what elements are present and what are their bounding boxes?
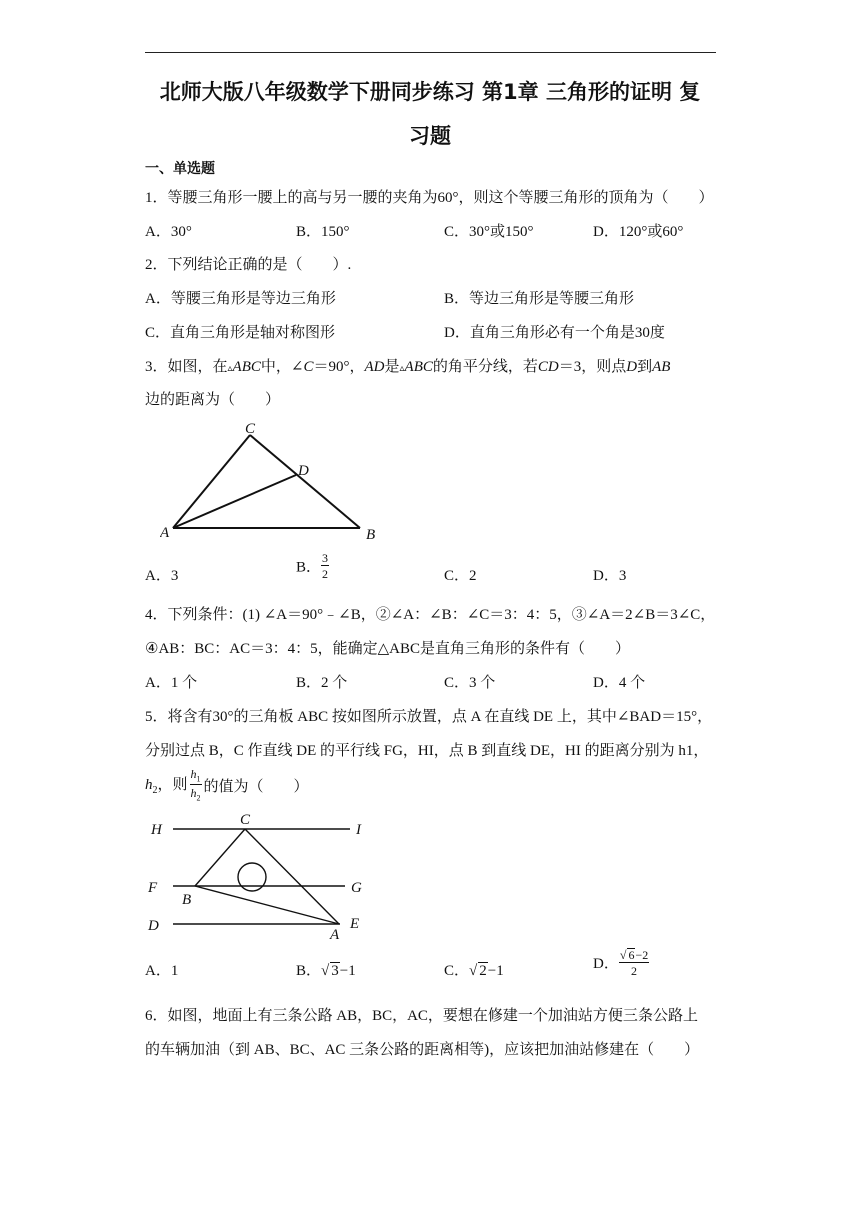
question-3-text-continued: 边的距离为（ ）	[145, 392, 281, 408]
q5-option-d[interactable]: D． $\frac{√ 6-2}{2}$	[593, 948, 649, 978]
q5-label-g: G	[351, 880, 362, 896]
q2-option-a[interactable]: A．等腰三角形是等边三角形	[145, 291, 336, 307]
q4-option-b[interactable]: B．2 个	[296, 675, 348, 691]
page-title-continued: 习题	[409, 124, 451, 148]
q5-label-b: B	[182, 892, 192, 908]
q5-label-i: I	[356, 822, 361, 838]
q5-label-a: A	[330, 927, 340, 940]
q3-option-b[interactable]: B． $\frac{3}{2}$	[296, 551, 329, 581]
q3-label-a: A	[160, 525, 170, 541]
q3-triangle-figure	[160, 415, 400, 545]
q3-label-d: D	[298, 463, 309, 479]
q3-option-c[interactable]: C．2	[444, 568, 477, 584]
q1-option-c[interactable]: C．30°或150°	[444, 224, 534, 240]
q5-option-c[interactable]: C．√ 2−1	[444, 963, 504, 979]
q5-option-b[interactable]: B．√ 3−1	[296, 963, 356, 979]
q5-label-e: E	[350, 916, 360, 932]
q5-label-h: H	[151, 822, 162, 838]
q4-option-c[interactable]: C．3 个	[444, 675, 496, 691]
q5-label-c: C	[240, 812, 251, 828]
q3-option-d[interactable]: D．3	[593, 568, 627, 584]
question-4-text-continued: ④AB：BC：AC＝3：4：5，能确定△ABC是直角三角形的条件有（ ）	[145, 641, 631, 657]
q3-label-b: B	[366, 527, 376, 543]
question-1-text: 1．等腰三角形一腰上的高与另一腰的夹角为60°，则这个等腰三角形的顶角为（ ）	[145, 190, 714, 206]
question-4-text: 4．下列条件：(1) ∠A＝90°﹣∠B，②∠A：∠B：∠C＝3：4：5，③∠A＝2∠B＝3∠C，	[145, 607, 716, 623]
q5-option-a[interactable]: A．1	[145, 963, 179, 979]
q1-option-d[interactable]: D．120°或60°	[593, 224, 684, 240]
question-3-text: 3．如图，在▵ABC中，∠C＝90°，AD是▵ABC的角平分线，若CD＝3，则点D到AB	[145, 359, 671, 375]
q2-option-c[interactable]: C．直角三角形是轴对称图形	[145, 325, 336, 341]
header-rule	[145, 52, 716, 53]
question-6-text-continued: 的车辆加油（到 AB、BC、AC 三条公路的距离相等)，应该把加油站修建在（ ）	[145, 1042, 700, 1058]
q5-label-f: F	[148, 880, 158, 896]
question-5-text: 5．将含有30°的三角板 ABC 按如图所示放置，点 A 在直线 DE 上，其中∠BAD＝15°，	[145, 709, 713, 725]
question-2-text: 2．下列结论正确的是（ ）.	[145, 257, 352, 273]
q1-option-a[interactable]: A．30°	[145, 224, 192, 240]
question-5-text-line3: $h_2$，则 $\frac{h_1}{h_2}$ 的值为（ ）	[145, 767, 309, 803]
q5-parallel-lines-figure	[145, 810, 385, 940]
question-5-text-continued: 分别过点 B，C 作直线 DE 的平行线 FG，HI，点 B 到直线 DE，HI 的距离分别为 h1，	[145, 743, 709, 759]
q3-label-c: C	[245, 421, 256, 437]
q3-option-a[interactable]: A．3	[145, 568, 179, 584]
q4-option-a[interactable]: A．1 个	[145, 675, 198, 691]
q2-option-d[interactable]: D．直角三角形必有一个角是30度	[444, 325, 665, 341]
q4-option-d[interactable]: D．4 个	[593, 675, 646, 691]
q2-option-b[interactable]: B．等边三角形是等腰三角形	[444, 291, 635, 307]
section-heading: 一、单选题	[145, 161, 215, 177]
question-6-text: 6．如图，地面上有三条公路 AB，BC，AC，要想在修建一个加油站方便三条公路上	[145, 1008, 698, 1024]
q1-option-b[interactable]: B．150°	[296, 224, 350, 240]
page-title: 北师大版八年级数学下册同步练习 第1章 三角形的证明 复	[159, 80, 701, 104]
q5-label-d: D	[148, 918, 159, 934]
